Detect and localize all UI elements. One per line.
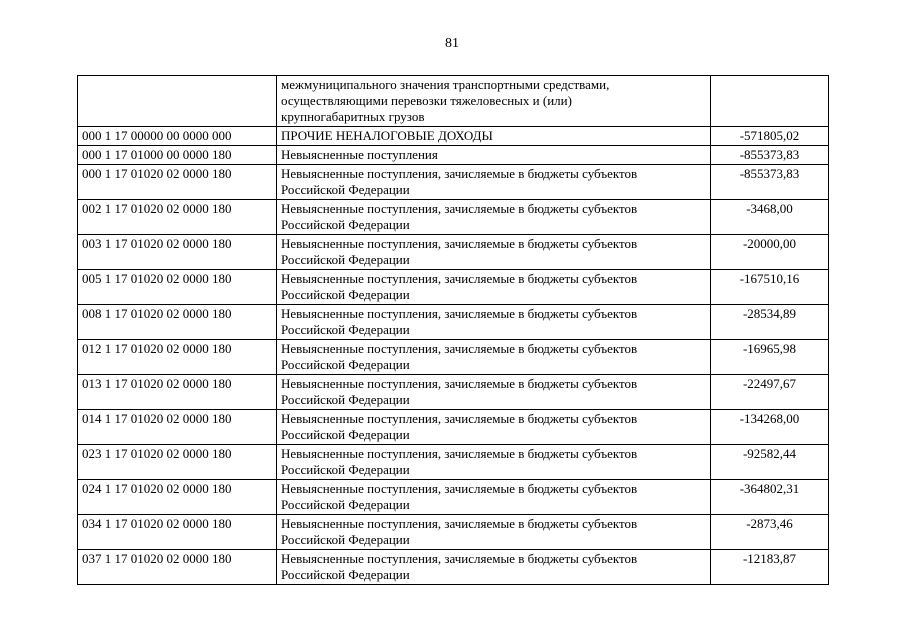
row-name-line: ПРОЧИЕ НЕНАЛОГОВЫЕ ДОХОДЫ (281, 128, 493, 143)
table-row (78, 375, 829, 410)
row-amount: -855373,83 (711, 146, 829, 165)
revenue-table (77, 75, 829, 585)
row-amount: -20000,00 (711, 235, 829, 270)
row-name-line: Невыясненные поступления, зачисляемые в бюджеты субъектов (281, 376, 638, 391)
row-name (277, 200, 711, 235)
row-name-line: Невыясненные поступления, зачисляемые в бюджеты субъектов (281, 481, 638, 496)
row-name (277, 165, 711, 200)
table-row (78, 127, 829, 146)
row-name-line: Российской Федерации (281, 322, 410, 337)
row-amount: -2873,46 (711, 515, 829, 550)
row-name-line: крупногабаритных грузов (281, 109, 425, 124)
row-code: 000 1 17 00000 00 0000 000 (78, 127, 277, 146)
table-row (78, 165, 829, 200)
row-name (277, 235, 711, 270)
table-row (78, 515, 829, 550)
row-name-line: Невыясненные поступления, зачисляемые в бюджеты субъектов (281, 271, 638, 286)
table-row (78, 445, 829, 480)
row-code: 000 1 17 01020 02 0000 180 (78, 165, 277, 200)
row-name-line: Невыясненные поступления, зачисляемые в бюджеты субъектов (281, 236, 638, 251)
row-amount: -12183,87 (711, 550, 829, 585)
row-code: 034 1 17 01020 02 0000 180 (78, 515, 277, 550)
row-name-line: Российской Федерации (281, 567, 410, 582)
row-amount (711, 76, 829, 127)
row-code: 014 1 17 01020 02 0000 180 (78, 410, 277, 445)
row-name (277, 305, 711, 340)
table-row (78, 146, 829, 165)
row-name-line: Невыясненные поступления, зачисляемые в бюджеты субъектов (281, 551, 638, 566)
row-amount: -364802,31 (711, 480, 829, 515)
table-row (78, 410, 829, 445)
table-row (78, 305, 829, 340)
row-name-line: Российской Федерации (281, 462, 410, 477)
row-name-line: Российской Федерации (281, 217, 410, 232)
table-row (78, 550, 829, 585)
table-row (78, 200, 829, 235)
table-row-continuation (78, 76, 829, 127)
row-code: 000 1 17 01000 00 0000 180 (78, 146, 277, 165)
row-name-line: Невыясненные поступления, зачисляемые в бюджеты субъектов (281, 446, 638, 461)
row-code: 005 1 17 01020 02 0000 180 (78, 270, 277, 305)
row-name-line: Невыясненные поступления, зачисляемые в бюджеты субъектов (281, 341, 638, 356)
table-row (78, 235, 829, 270)
row-name (277, 146, 711, 165)
row-code: 008 1 17 01020 02 0000 180 (78, 305, 277, 340)
row-name (277, 480, 711, 515)
row-code: 037 1 17 01020 02 0000 180 (78, 550, 277, 585)
row-name-line: Российской Федерации (281, 392, 410, 407)
row-name (277, 410, 711, 445)
row-name-line: Российской Федерации (281, 357, 410, 372)
row-code: 013 1 17 01020 02 0000 180 (78, 375, 277, 410)
revenue-table-body (78, 76, 829, 585)
row-name-line: Российской Федерации (281, 287, 410, 302)
row-name (277, 270, 711, 305)
row-amount: -28534,89 (711, 305, 829, 340)
row-name-line: Российской Федерации (281, 427, 410, 442)
row-code: 024 1 17 01020 02 0000 180 (78, 480, 277, 515)
row-name-line: Российской Федерации (281, 497, 410, 512)
page-number: 81 (445, 36, 459, 51)
row-name-line: Невыясненные поступления, зачисляемые в бюджеты субъектов (281, 166, 638, 181)
row-name-line: Невыясненные поступления, зачисляемые в бюджеты субъектов (281, 306, 638, 321)
row-name (277, 340, 711, 375)
row-name-line: Российской Федерации (281, 182, 410, 197)
row-name-line: Невыясненные поступления, зачисляемые в бюджеты субъектов (281, 516, 638, 531)
row-name-line: Российской Федерации (281, 252, 410, 267)
row-name (277, 76, 711, 127)
row-amount: -167510,16 (711, 270, 829, 305)
row-amount: -16965,98 (711, 340, 829, 375)
table-row (78, 480, 829, 515)
row-name (277, 550, 711, 585)
row-name (277, 127, 711, 146)
row-code: 003 1 17 01020 02 0000 180 (78, 235, 277, 270)
row-amount: -22497,67 (711, 375, 829, 410)
row-name-line: осуществляющими перевозки тяжеловесных и (или) (281, 93, 572, 108)
row-code (78, 76, 277, 127)
row-name (277, 375, 711, 410)
row-name-line: межмуниципального значения транспортными средствами, (281, 77, 610, 92)
row-amount: -855373,83 (711, 165, 829, 200)
table-row (78, 270, 829, 305)
row-code: 012 1 17 01020 02 0000 180 (78, 340, 277, 375)
row-amount: -3468,00 (711, 200, 829, 235)
table-row (78, 340, 829, 375)
row-name-line: Невыясненные поступления (281, 147, 438, 162)
row-name (277, 515, 711, 550)
row-name (277, 445, 711, 480)
row-name-line: Невыясненные поступления, зачисляемые в бюджеты субъектов (281, 201, 638, 216)
row-amount: -92582,44 (711, 445, 829, 480)
row-name-line: Невыясненные поступления, зачисляемые в бюджеты субъектов (281, 411, 638, 426)
row-code: 023 1 17 01020 02 0000 180 (78, 445, 277, 480)
row-amount: -134268,00 (711, 410, 829, 445)
row-name-line: Российской Федерации (281, 532, 410, 547)
row-amount: -571805,02 (711, 127, 829, 146)
row-code: 002 1 17 01020 02 0000 180 (78, 200, 277, 235)
